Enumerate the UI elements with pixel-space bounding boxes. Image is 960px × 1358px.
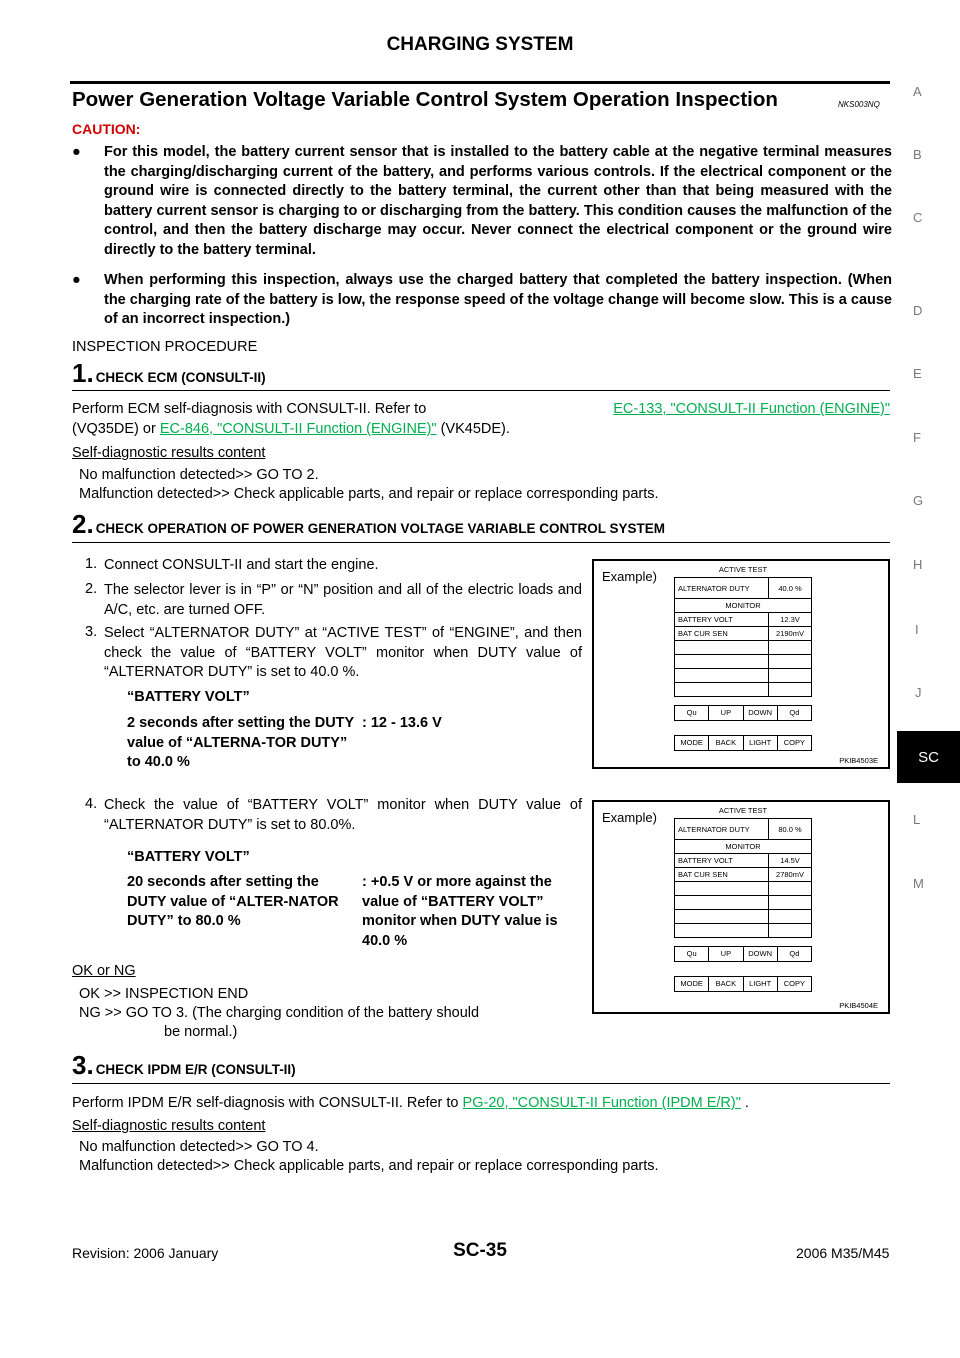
spec-label: “BATTERY VOLT” <box>127 689 250 705</box>
index-tab-l[interactable]: L <box>913 812 921 827</box>
list-number: 4. <box>85 796 98 812</box>
bullet-icon: ● <box>72 272 81 288</box>
list-number: 3. <box>85 624 98 640</box>
index-tab-m[interactable]: M <box>913 876 924 891</box>
figure-consult-screen-40: Example) ACTIVE TEST ALTERNATOR DUTY 40.0 % MONITOR BATTERY VOLT 12.3V BAT CUR SEN 2190mV Qu UP DOWN Qd MODE BACK LIGHT COPY PKIB4503E <box>592 559 890 769</box>
figure-consult-screen-80: Example) ACTIVE TEST ALTERNATOR DUTY 80.0 % MONITOR BATTERY VOLT 14.5V BAT CUR SEN 2780mV Qu UP DOWN Qd MODE BACK LIGHT COPY PKIB4504E <box>592 800 890 1014</box>
link-ec-133[interactable]: EC-133, "CONSULT-II Function (ENGINE)" <box>613 401 890 417</box>
consult-screen: ACTIVE TEST ALTERNATOR DUTY 80.0 % MONITOR BATTERY VOLT 14.5V BAT CUR SEN 2780mV Qu UP DOWN Qd MODE BACK LIGHT COPY <box>674 806 812 992</box>
result-line: Malfunction detected>> Check applicable parts, and repair or replace corresponding parts. <box>79 1158 659 1174</box>
index-tab-c[interactable]: C <box>913 210 923 225</box>
step-1-paragraph: Perform ECM self-diagnosis with CONSULT-II. Refer to EC-133, "CONSULT-II Function (ENGINE)" <box>72 400 890 420</box>
spec-value: : +0.5 V or more against the value of “BATTERY VOLT” monitor when DUTY value is 40.0 % <box>362 874 558 949</box>
spec-value: : 12 - 13.6 V <box>362 715 442 731</box>
list-item: Select “ALTERNATOR DUTY” at “ACTIVE TEST” of “ENGINE”, and then check the value of “BATTERY VOLT” monitor when DUTY value of “ALTERNATOR DUTY” is set to 40.0 %. <box>104 625 582 680</box>
list-item: Connect CONSULT-II and start the engine. <box>104 557 379 573</box>
result-line: Malfunction detected>> Check applicable parts, and repair or replace corresponding parts. <box>79 486 659 502</box>
screen-button-row: MODE BACK LIGHT COPY <box>674 735 812 751</box>
index-tab-g[interactable]: G <box>913 493 924 508</box>
bullet-icon: ● <box>72 144 81 160</box>
result-line: No malfunction detected>> GO TO 2. <box>79 467 319 483</box>
spec-condition: 2 seconds after setting the DUTY value of “ALTERNA-TOR DUTY” to 40.0 % <box>127 715 354 770</box>
step-3-paragraph: Perform IPDM E/R self-diagnosis with CONSULT-II. Refer to PG-20, "CONSULT-II Function (IPDM E/R)" . <box>72 1095 749 1111</box>
list-item: Check the value of “BATTERY VOLT” monitor when DUTY value of “ALTERNATOR DUTY” is set to 80.0%. <box>104 797 582 833</box>
index-tab-i[interactable]: I <box>915 622 919 637</box>
ng-result: NG >> GO TO 3. (The charging condition of the battery should <box>79 1005 480 1021</box>
step-rule <box>72 542 890 543</box>
index-tab-j[interactable]: J <box>915 685 922 700</box>
list-item: The selector lever is in “P” or “N” position and all of the electric loads and A/C, etc. are turned OFF. <box>104 582 582 618</box>
section-title: Power Generation Voltage Variable Control System Operation Inspection <box>72 88 778 111</box>
self-diag-label: Self-diagnostic results content <box>72 445 266 461</box>
ok-or-ng-label: OK or NG <box>72 963 136 979</box>
index-tab-a[interactable]: A <box>913 84 922 99</box>
footer-page-number: SC-35 <box>453 1240 507 1261</box>
step-1-paragraph-2: (VQ35DE) or EC-846, "CONSULT-II Function (ENGINE)" (VK45DE). <box>72 421 510 437</box>
footer-model: 2006 M35/M45 <box>796 1245 890 1261</box>
screen-button-row: MODE BACK LIGHT COPY <box>674 976 812 992</box>
list-number: 2. <box>85 581 98 597</box>
index-tab-b[interactable]: B <box>913 147 922 162</box>
screen-button-row: Qu UP DOWN Qd <box>674 705 812 721</box>
footer-revision: Revision: 2006 January <box>72 1245 219 1261</box>
screen-button-row: Qu UP DOWN Qd <box>674 946 812 962</box>
header-rule <box>70 81 890 84</box>
section-code: NKS003NQ <box>838 100 880 109</box>
index-tab-sc-active[interactable]: SC <box>897 731 960 783</box>
step-2-heading: 2. CHECK OPERATION OF POWER GENERATION VOLTAGE VARIABLE CONTROL SYSTEM <box>72 509 665 539</box>
result-line: No malfunction detected>> GO TO 4. <box>79 1139 319 1155</box>
page-header-title: CHARGING SYSTEM <box>386 34 574 55</box>
step-rule <box>72 1083 890 1084</box>
link-pg-20[interactable]: PG-20, "CONSULT-II Function (IPDM E/R)" <box>462 1095 741 1111</box>
step-rule <box>72 390 890 391</box>
index-tab-f[interactable]: F <box>913 430 921 445</box>
step-1-heading: 1. CHECK ECM (CONSULT-II) <box>72 358 266 388</box>
self-diag-label: Self-diagnostic results content <box>72 1118 266 1134</box>
procedure-heading: INSPECTION PROCEDURE <box>72 339 258 355</box>
spec-condition: 20 seconds after setting the DUTY value of “ALTER-NATOR DUTY” to 80.0 % <box>127 874 339 929</box>
ok-result: OK >> INSPECTION END <box>79 986 249 1002</box>
link-ec-846[interactable]: EC-846, "CONSULT-II Function (ENGINE)" <box>159 421 437 437</box>
consult-screen: ACTIVE TEST ALTERNATOR DUTY 40.0 % MONITOR BATTERY VOLT 12.3V BAT CUR SEN 2190mV Qu UP DOWN Qd MODE BACK LIGHT COPY <box>674 565 812 751</box>
index-tab-d[interactable]: D <box>913 303 923 318</box>
step-3-heading: 3. CHECK IPDM E/R (CONSULT-II) <box>72 1050 296 1080</box>
figure-code: PKIB4503E <box>839 756 878 765</box>
spec-label: “BATTERY VOLT” <box>127 849 250 865</box>
ng-result-cont: be normal.) <box>164 1024 238 1040</box>
index-tab-h[interactable]: H <box>913 557 923 572</box>
index-tab-e[interactable]: E <box>913 366 922 381</box>
figure-code: PKIB4504E <box>839 1001 878 1010</box>
caution-label: CAUTION: <box>72 121 141 137</box>
list-number: 1. <box>85 556 98 572</box>
